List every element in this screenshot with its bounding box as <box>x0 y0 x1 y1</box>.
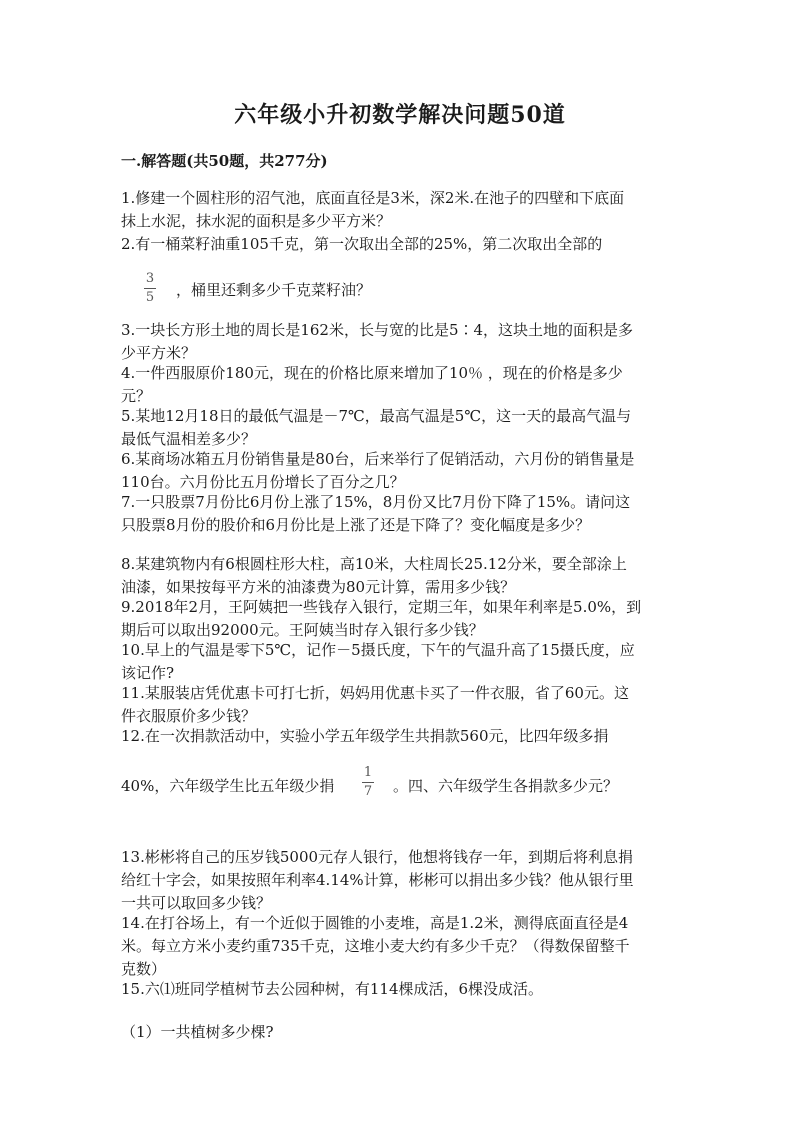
question-14-line-3: 克数） <box>121 960 167 978</box>
fraction-numerator: 1 <box>363 765 373 780</box>
section-heading: 一.解答题(共50题，共277分) <box>121 152 328 170</box>
page-title: 六年级小升初数学解决问题50道 <box>234 102 566 128</box>
question-2-line-2: ，桶里还剩多少千克菜籽油？ <box>176 281 372 299</box>
question-12-line-2: 40%，六年级学生比五年级少捐 <box>121 777 335 795</box>
question-9-line-1: 9.2018年2月，王阿姨把一些钱存入银行，定期三年，如果年利率是5.0%，到 <box>121 598 642 616</box>
question-1-line-1: 1.修建一个圆柱形的沼气池，底面直径是3米，深2米.在池子的四壁和下底面 <box>121 189 625 207</box>
question-12-line-3: 。四、六年级学生各捐款多少元？ <box>393 777 619 795</box>
question-4-line-1: 4.一件西服原价180元，现在的价格比原来增加了10％ ，现在的价格是多少 <box>121 364 623 382</box>
question-3-line-1: 3.一块长方形土地的周长是162米，长与宽的比是5∶4，这块土地的面积是多 <box>121 321 634 339</box>
fraction-bar <box>362 782 374 783</box>
question-5-line-1: 5.某地12月18日的最低气温是－7℃，最高气温是5℃，这一天的最高气温与 <box>121 407 632 425</box>
fraction-numerator: 3 <box>145 271 155 286</box>
question-13-line-3: 一共可以取回多少钱？ <box>121 894 272 912</box>
fraction-three-fifths <box>144 272 156 305</box>
question-14-line-2: 米。每立方米小麦约重735千克，这堆小麦大约有多少千克？（得数保留整千 <box>121 937 630 955</box>
question-11-line-1: 11.某服装店凭优惠卡可打七折，妈妈用优惠卡买了一件衣服，省了60元。这 <box>121 684 629 702</box>
question-15-subquestion-1: （1）一共植树多少棵? <box>121 1023 274 1041</box>
question-7-line-2: 只股票8月份的股价和6月份比是上涨了还是下降了？变化幅度是多少？ <box>121 516 591 534</box>
question-9-line-2: 期后可以取出92000元。王阿姨当时存入银行多少钱？ <box>121 621 484 639</box>
fraction-denominator: 5 <box>145 290 155 305</box>
question-13-line-2: 给红十字会，如果按照年利率4.14%计算，彬彬可以捐出多少钱？他从银行里 <box>121 871 634 889</box>
question-14-line-1: 14.在打谷场上，有一个近似于圆锥的小麦堆，高是1.2米，测得底面直径是4 <box>121 914 629 932</box>
question-10-line-2: 该记作? <box>121 664 175 682</box>
fraction-bar <box>144 288 156 289</box>
question-2-line-1: 2.有一桶菜籽油重105千克，第一次取出全部的25%，第二次取出全部的 <box>121 235 603 253</box>
question-6-line-2: 110台。六月份比五月份增长了百分之几？ <box>121 473 405 491</box>
question-11-line-2: 件衣服原价多少钱？ <box>121 707 257 725</box>
fraction-one-seventh <box>362 766 374 799</box>
question-8-line-2: 油漆，如果按每平方米的油漆费为80元计算，需用多少钱？ <box>121 578 516 596</box>
question-15-line-1: 15.六⑴班同学植树节去公园种树，有114棵成活，6棵没成活。 <box>121 980 544 998</box>
question-10-line-1: 10.早上的气温是零下5℃，记作－5摄氏度，下午的气温升高了15摄氏度，应 <box>121 641 635 659</box>
question-3-line-2: 少平方米？ <box>121 344 197 362</box>
question-13-line-1: 13.彬彬将自己的压岁钱5000元存人银行，他想将钱存一年，到期后将利息捐 <box>121 848 634 866</box>
question-7-line-1: 7.一只股票7月份比6月份上涨了15%，8月份又比7月份下降了15%。请问这 <box>121 493 631 511</box>
question-6-line-1: 6.某商场冰箱五月份销售量是80台，后来举行了促销活动，六月份的销售量是 <box>121 450 635 468</box>
question-4-line-2: 元？ <box>121 387 152 405</box>
question-8-line-1: 8.某建筑物内有6根圆柱形大柱，高10米，大柱周长25.12分米，要全部涂上 <box>121 555 627 573</box>
question-5-line-2: 最低气温相差多少？ <box>121 430 257 448</box>
question-1-line-2: 抹上水泥，抹水泥的面积是多少平方米？ <box>121 212 392 230</box>
fraction-denominator: 7 <box>363 784 373 799</box>
question-12-line-1: 12.在一次捐款活动中，实验小学五年级学生共捐款560元，比四年级多捐 <box>121 727 609 745</box>
